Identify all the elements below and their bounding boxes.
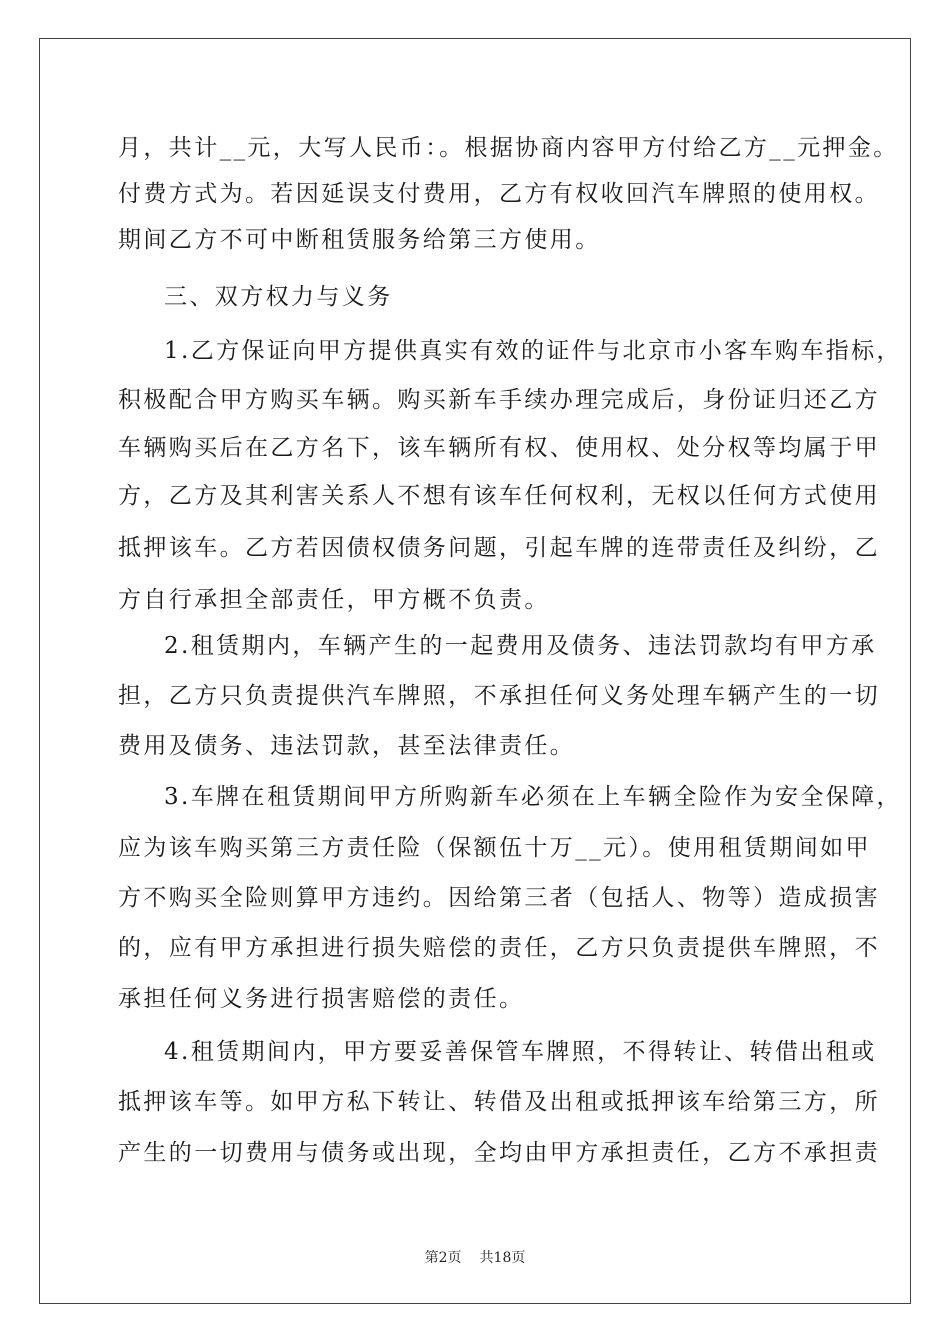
text-line: 4.租赁期间内，甲方要妥善保管车牌照，不得转让、转借出租或: [164, 1039, 877, 1065]
text-line: 月，共计__元，大写人民币：。根据协商内容甲方付给乙方__元押金。: [118, 135, 899, 161]
text-line: 承担任何义务进行损害赔偿的责任。: [118, 986, 525, 1012]
text-line: 费用及债务、违法罚款，甚至法律责任。: [118, 733, 576, 759]
text-line: 期间乙方不可中断租赁服务给第三方使用。: [118, 227, 601, 253]
section-heading: 三、双方权力与义务: [164, 284, 393, 310]
text-line: 抵押该车等。如甲方私下转让、转借及出租或抵押该车给第三方，所: [118, 1089, 880, 1115]
page-total: 共18页: [479, 1250, 526, 1266]
text-line: 抵押该车。乙方若因债权债务问题，引起车牌的连带责任及纠纷，乙: [118, 535, 880, 561]
text-line: 1.乙方保证向甲方提供真实有效的证件与北京市小客车购车指标，: [164, 338, 902, 364]
text-line: 担，乙方只负责提供汽车牌照，不承担任何义务处理车辆产生的一切: [118, 683, 880, 709]
text-line: 应为该车购买第三方责任险（保额伍十万__元）。使用租赁期间如甲: [118, 835, 871, 861]
page-number: 第2页: [424, 1250, 462, 1266]
text-line: 的，应有甲方承担进行损失赔偿的责任，乙方只负责提供车牌照，不: [118, 935, 880, 961]
text-line: 方，乙方及其利害关系人不想有该车任何权利，无权以任何方式使用: [118, 483, 880, 509]
text-line: 2.租赁期内，车辆产生的一起费用及债务、违法罚款均有甲方承: [164, 633, 877, 659]
text-line: 3.车牌在租赁期间甲方所购新车必须在上车辆全险作为安全保障，: [164, 784, 902, 810]
text-line: 产生的一切费用与债务或出现，全均由甲方承担责任，乙方不承担责: [118, 1140, 880, 1166]
text-line: 积极配合甲方购买车辆。购买新车手续办理完成后，身份证归还乙方: [118, 387, 880, 413]
text-line: 方不购买全险则算甲方违约。因给第三者（包括人、物等）造成损害: [118, 885, 880, 911]
text-line: 付费方式为。若因延误支付费用，乙方有权收回汽车牌照的使用权。: [118, 181, 880, 207]
text-line: 方自行承担全部责任，甲方概不负责。: [118, 587, 550, 613]
text-line: 车辆购买后在乙方名下，该车辆所有权、使用权、处分权等均属于甲: [118, 435, 880, 461]
page-footer: [0, 1248, 950, 1268]
